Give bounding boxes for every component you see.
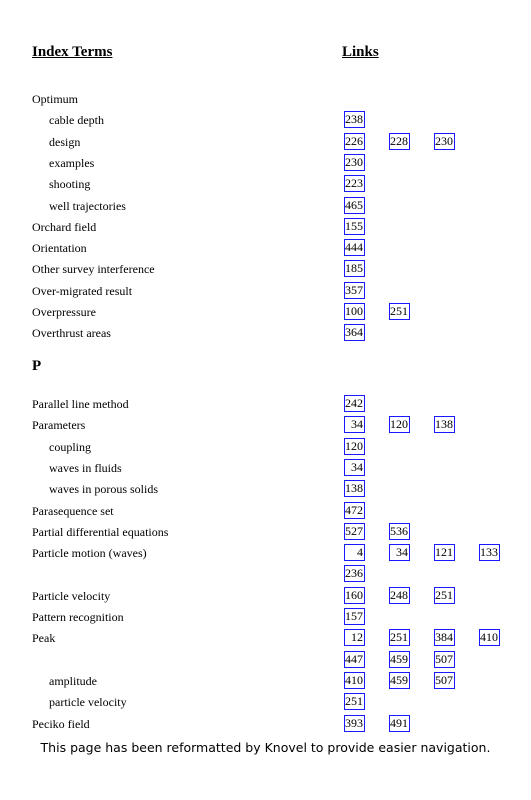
index-entry-row <box>0 692 531 713</box>
page-link[interactable]: 133 <box>480 545 498 560</box>
index-term: Other survey interference <box>32 262 155 277</box>
index-entry-row <box>0 174 531 195</box>
index-entry-row <box>0 323 531 344</box>
index-terms-header: Index Terms <box>32 44 113 60</box>
page-link[interactable]: 459 <box>390 651 408 666</box>
page-link[interactable]: 251 <box>390 304 408 318</box>
page-link[interactable]: 223 <box>345 176 363 191</box>
page-link[interactable]: 120 <box>390 417 408 432</box>
index-entry-row <box>0 153 531 174</box>
page-link[interactable]: 251 <box>390 630 408 645</box>
page-link[interactable]: 491 <box>390 715 408 730</box>
page-link[interactable]: 160 <box>345 587 363 602</box>
page-link[interactable]: 472 <box>345 502 363 517</box>
page-link[interactable]: 536 <box>390 523 408 538</box>
index-term: Particle motion (waves) <box>32 546 147 561</box>
index-subterm: design <box>49 134 81 149</box>
index-term: Pattern recognition <box>32 610 124 624</box>
page-link[interactable]: 507 <box>435 672 453 687</box>
page-link[interactable]: 459 <box>390 672 408 687</box>
page-link[interactable]: 507 <box>435 651 453 666</box>
page-link[interactable]: 242 <box>345 396 363 410</box>
page-link[interactable]: 157 <box>345 609 363 623</box>
page-link[interactable]: 138 <box>435 417 453 432</box>
index-term: Particle velocity <box>32 588 111 603</box>
page-link[interactable]: 230 <box>345 154 363 169</box>
index-entry-row <box>0 217 531 238</box>
page-link[interactable]: 4 <box>344 544 365 561</box>
page-link[interactable]: 248 <box>390 587 408 602</box>
index-subterm: amplitude <box>49 673 97 688</box>
index-term: Peak <box>32 631 56 646</box>
index-subterm: coupling <box>49 439 91 454</box>
index-term: Orchard field <box>32 219 97 234</box>
page-link[interactable]: 228 <box>390 133 408 148</box>
index-term: Overpressure <box>32 305 96 319</box>
page-link[interactable]: 410 <box>345 672 363 687</box>
index-entry-row <box>0 238 531 259</box>
page-link[interactable]: 357 <box>345 282 363 297</box>
knovel-footer: This page has been reformatted by Knovel to provide easier navigation. <box>40 740 491 755</box>
index-subterm: well trajectories <box>49 198 126 213</box>
page-link[interactable]: 527 <box>345 523 363 538</box>
index-subterm: cable depth <box>49 113 104 128</box>
page-link[interactable]: 251 <box>345 694 363 709</box>
index-term: Peciko field <box>32 716 90 731</box>
page-link[interactable]: 34 <box>389 544 410 561</box>
index-subterm: particle velocity <box>49 695 127 710</box>
index-entry-row <box>0 671 531 692</box>
page-link[interactable]: 12 <box>344 629 365 646</box>
index-entry-row <box>0 607 531 628</box>
index-term: Overthrust areas <box>32 326 111 341</box>
page-link[interactable]: 364 <box>345 325 363 340</box>
index-term: Parasequence set <box>32 503 114 518</box>
index-subterm: shooting <box>49 177 91 192</box>
page-link[interactable]: 447 <box>345 651 363 666</box>
index-entry-row <box>0 196 531 217</box>
index-term: Over-migrated result <box>32 283 133 298</box>
section-letter: P <box>32 358 42 374</box>
index-entry-row <box>0 458 531 479</box>
page-link[interactable]: 34 <box>344 459 365 476</box>
links-header: Links <box>342 44 379 60</box>
page-link[interactable]: 120 <box>345 438 363 453</box>
index-entry-row <box>0 650 531 671</box>
index-term: Orientation <box>32 241 87 256</box>
index-subterm: waves in porous solids <box>49 482 158 497</box>
page-link[interactable]: 34 <box>344 416 365 433</box>
page-link[interactable]: 230 <box>435 133 453 148</box>
index-entry-row <box>0 586 531 607</box>
index-entry-row <box>0 543 531 564</box>
page-link[interactable]: 155 <box>345 218 363 233</box>
page-link[interactable]: 393 <box>345 715 363 730</box>
index-entry-row <box>0 110 531 131</box>
page-link[interactable]: 226 <box>345 133 363 148</box>
page-link[interactable]: 251 <box>435 587 453 602</box>
page-link[interactable]: 238 <box>345 112 363 127</box>
index-entry-row <box>0 132 531 153</box>
page-link[interactable]: 444 <box>345 240 363 255</box>
index-entry-row <box>0 628 531 649</box>
page-link[interactable]: 185 <box>345 261 363 276</box>
page-link[interactable]: 410 <box>480 630 498 645</box>
index-entry-row <box>0 394 531 415</box>
index-entry-row <box>0 437 531 458</box>
page-link[interactable]: 384 <box>435 630 453 645</box>
index-entry-row <box>0 302 531 323</box>
page-link[interactable]: 236 <box>345 566 363 581</box>
index-entry-row <box>0 714 531 735</box>
page-link[interactable]: 465 <box>345 197 363 212</box>
page-link[interactable]: 100 <box>345 304 363 318</box>
index-entry-row <box>0 89 531 110</box>
index-term: Optimum <box>32 92 79 106</box>
index-term: Parallel line method <box>32 397 129 411</box>
index-entry-row <box>0 415 531 436</box>
index-term: Parameters <box>32 418 86 433</box>
index-term: Partial differential equations <box>32 524 169 539</box>
index-entry-row <box>0 259 531 280</box>
index-subterm: waves in fluids <box>49 460 122 475</box>
page-link[interactable]: 121 <box>435 545 453 560</box>
index-entry-row <box>0 281 531 302</box>
page-link[interactable]: 138 <box>345 481 363 496</box>
index-entry-row <box>0 501 531 522</box>
index-entry-row <box>0 564 531 585</box>
index-entry-row <box>0 522 531 543</box>
index-entry-row <box>0 479 531 500</box>
index-subterm: examples <box>49 155 95 170</box>
